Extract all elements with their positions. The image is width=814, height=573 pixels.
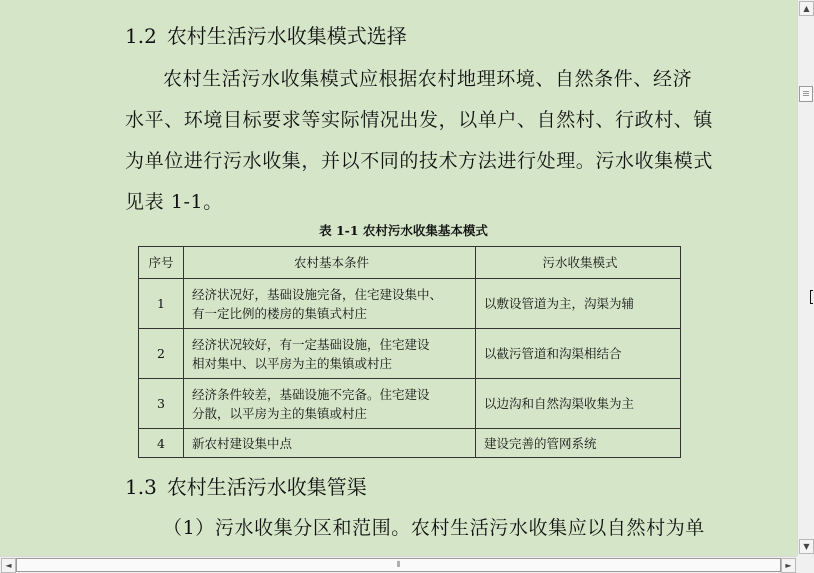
paragraph-line: 为单位进行污水收集，并以不同的技术方法进行处理。污水收集模式 [125,150,714,172]
section-heading-1-3 [125,471,367,500]
table-caption: 表 1-1 农村污水收集基本模式 [319,223,488,238]
horizontal-scroll-thumb[interactable] [16,558,781,572]
vertical-scrollbar[interactable] [797,0,814,556]
section-number: 1.2 [125,24,157,48]
paragraph-line: （1）污水收集分区和范围。农村生活污水收集应以自然村为单 [163,517,705,539]
scrollbar-corner [797,556,814,573]
paragraph-line: 水平、环境目标要求等实际情况出发，以单户、自然村、行政村、镇 [125,109,714,131]
table-row [139,429,681,458]
row-number: 3 [139,379,184,429]
table-header-row [139,247,681,279]
scroll-left-icon[interactable]: ◄ [1,558,16,573]
condition-line: 分散，以平房为主的集镇或村庄 [192,405,368,421]
paragraph-line: 见表 1-1。 [125,191,223,213]
row-condition [184,279,476,329]
condition-line: 新农村建设集中点 [192,435,293,451]
row-condition [184,429,476,458]
vertical-scroll-thumb[interactable] [799,86,813,102]
row-mode: 以敷设管道为主，沟渠为辅 [476,279,681,329]
table-row [139,279,681,329]
row-number: 1 [139,279,184,329]
scroll-up-icon[interactable]: ▲ [799,1,814,16]
text-cursor-icon [810,290,813,304]
condition-line: 经济条件较差，基础设施不完备。住宅建设 [192,386,430,402]
section-heading-1-2 [125,20,407,49]
column-header: 序号 [139,247,184,279]
table-row [139,379,681,429]
row-mode: 以边沟和自然沟渠收集为主 [476,379,681,429]
column-header: 农村基本条件 [184,247,476,279]
row-number: 2 [139,329,184,379]
scroll-right-icon[interactable]: ► [781,558,796,573]
row-condition [184,329,476,379]
row-mode: 以截污管道和沟渠相结合 [476,329,681,379]
scroll-down-icon[interactable]: ▼ [799,539,814,554]
row-mode: 建设完善的管网系统 [476,429,681,458]
horizontal-scrollbar[interactable] [0,556,797,573]
section-title: 农村生活污水收集模式选择 [166,24,407,48]
collection-mode-table [138,246,681,458]
section-title: 农村生活污水收集管渠 [166,475,367,499]
grip-icon: ⦀ [396,560,401,569]
section-number: 1.3 [125,475,157,499]
paragraph-line: 农村生活污水收集模式应根据农村地理环境、自然条件、经济 [163,68,693,90]
column-header: 污水收集模式 [476,247,681,279]
row-condition [184,379,476,429]
condition-line: 有一定比例的楼房的集镇式村庄 [192,305,368,321]
condition-line: 经济状况好，基础设施完备，住宅建设集中、 [192,286,443,302]
table-row [139,329,681,379]
condition-line: 经济状况较好，有一定基础设施，住宅建设 [192,336,430,352]
row-number: 4 [139,429,184,458]
condition-line: 相对集中、以平房为主的集镇或村庄 [192,355,393,371]
